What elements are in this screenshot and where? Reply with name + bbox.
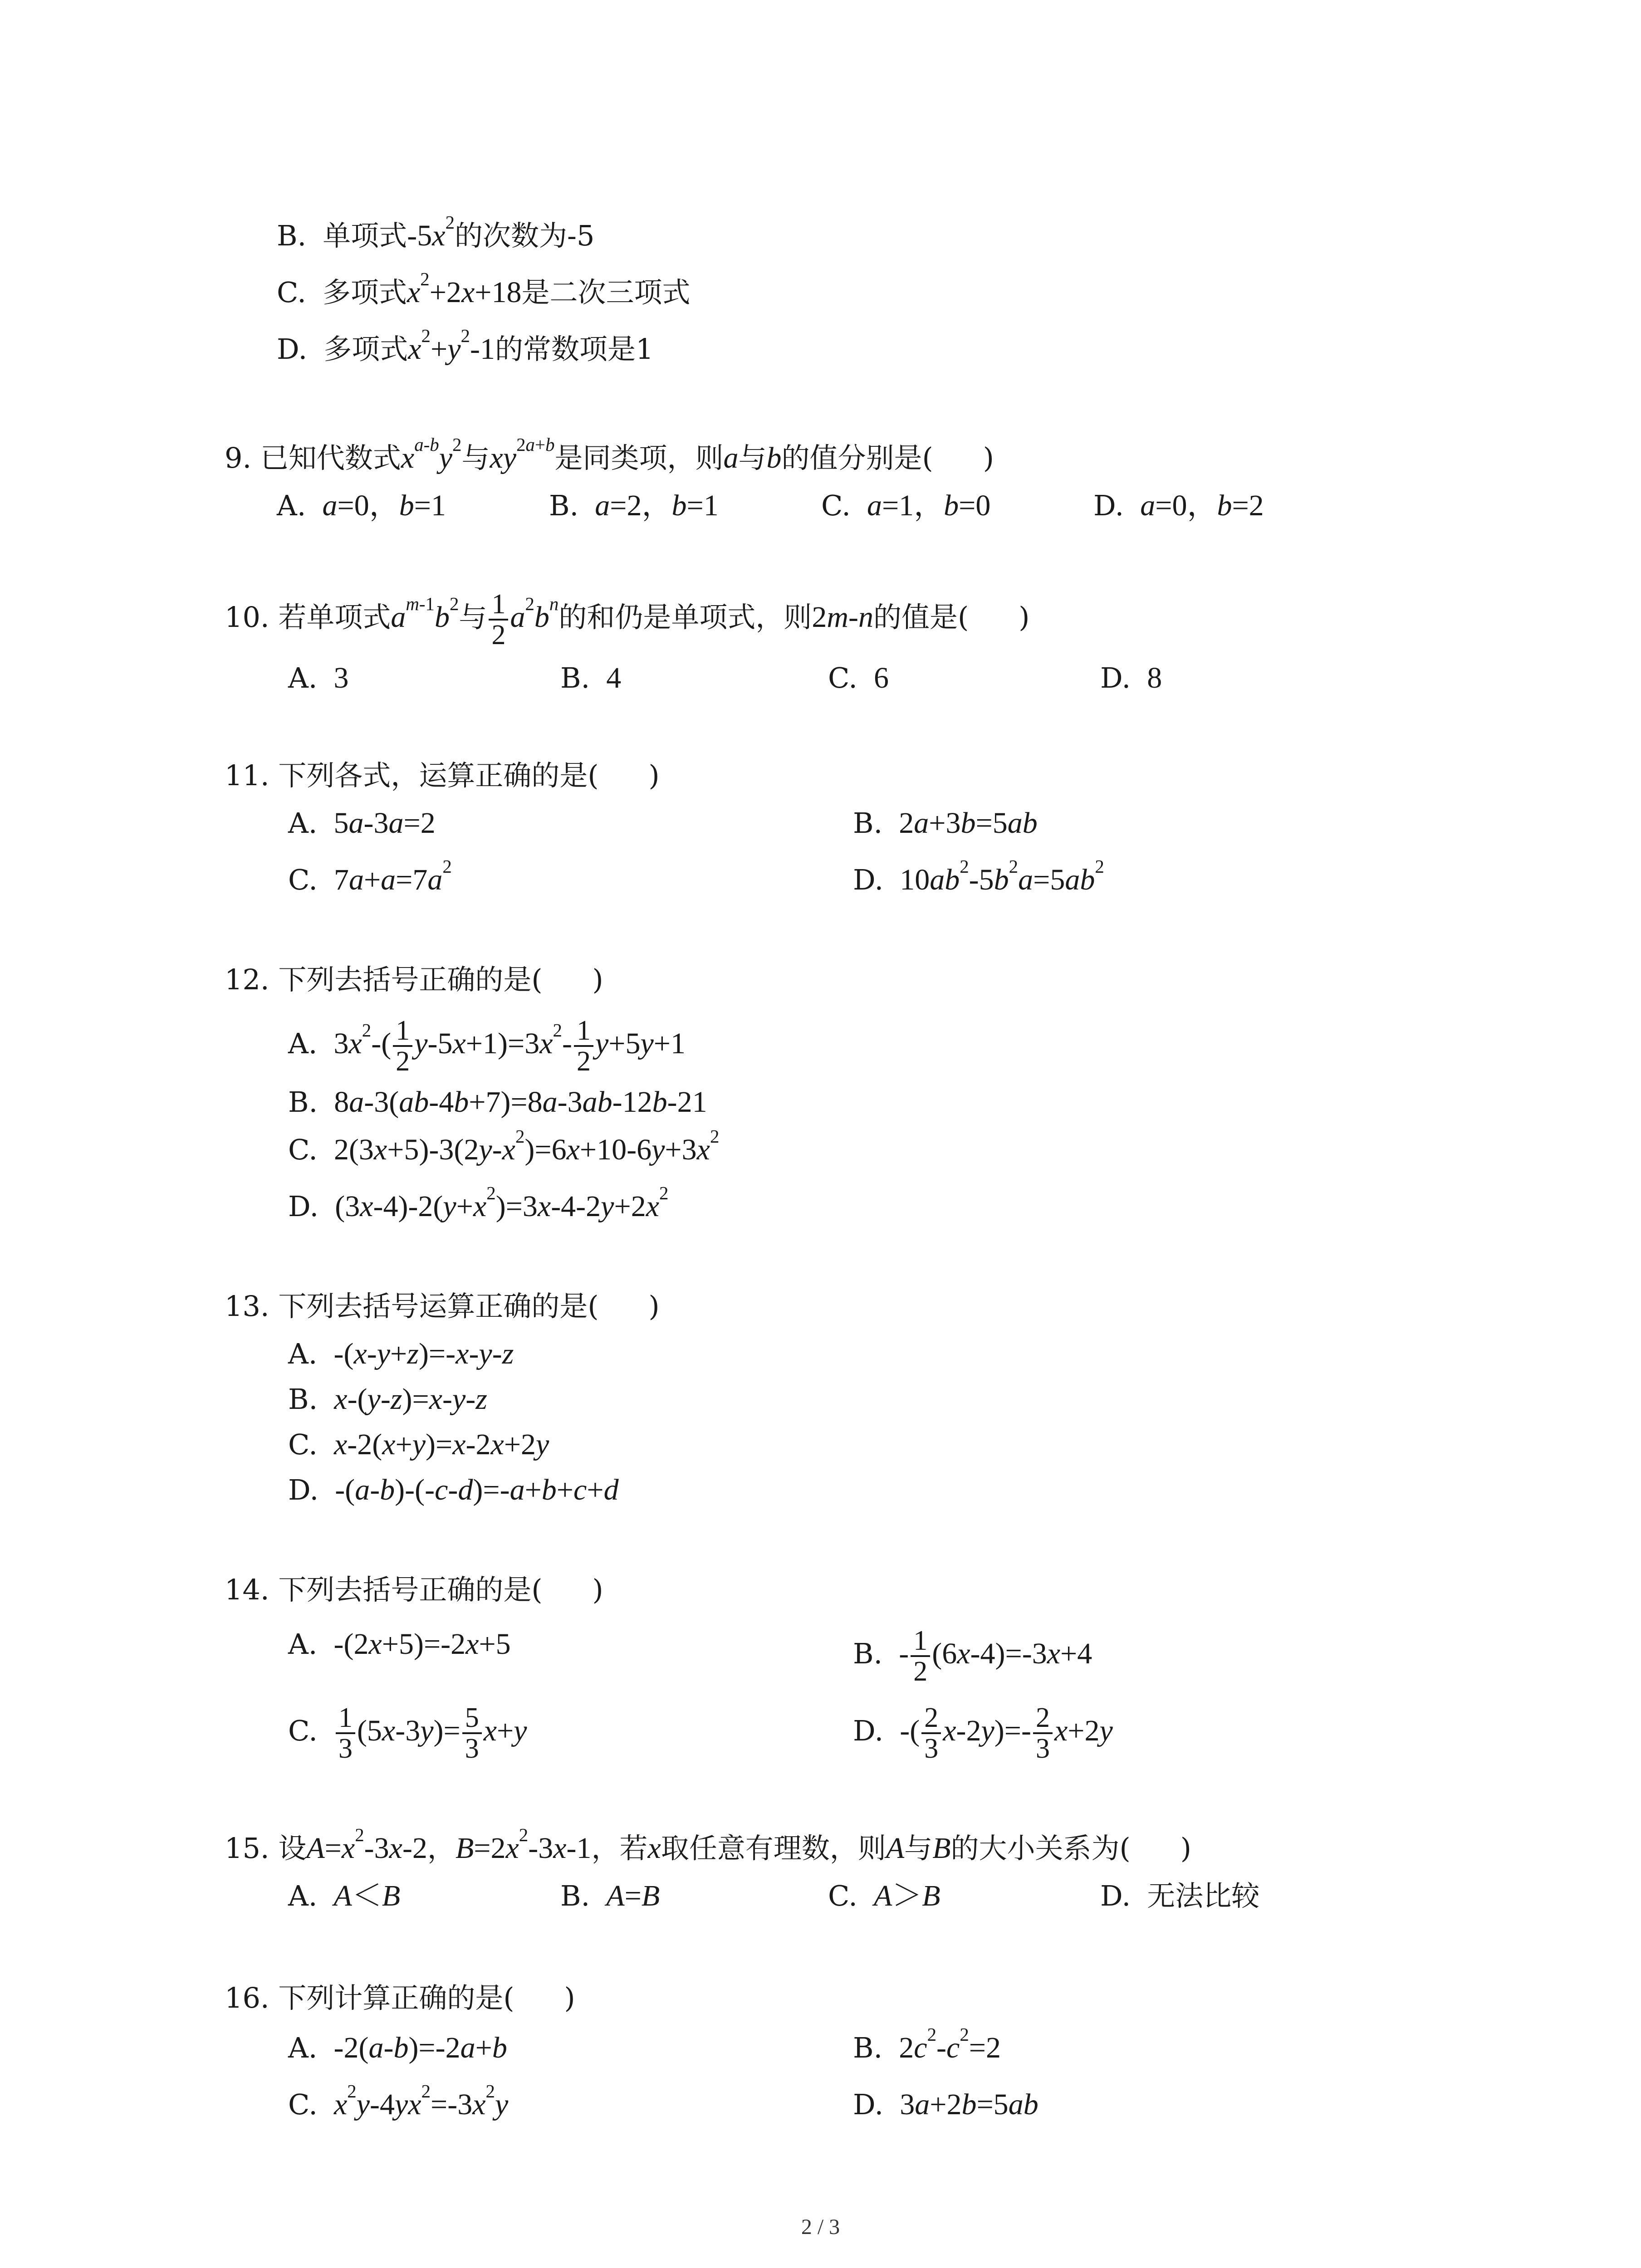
q13-option-d: D. -(a-b)-(-c-d)=-a+b+c+d (288, 1473, 619, 1506)
q12-stem: 12. 下列去括号正确的是( ) (225, 963, 603, 996)
fraction-five-thirds: $\frac{5}{3}$ (462, 1703, 482, 1763)
q16-option-c: C. $x^2y-4yx^2=-3x^2y$ (288, 2081, 509, 2121)
q12-option-a: A. $3x^2-$( $\frac{1}{2}$ $y-5x+1)=3x^2-$ $\frac{1}{2}$ y+5y+1 (288, 1015, 686, 1077)
q11-option-b: B. 2a+3b=5ab (853, 807, 1038, 840)
q16-stem: 16. 下列计算正确的是( ) (225, 1981, 575, 2014)
fraction-one-third: $\frac{1}{3}$ (336, 1703, 355, 1763)
q14-option-c: C. $\frac{1}{3}$ (5x-3y)= $\frac{5}{3}$ x+y (288, 1702, 527, 1764)
q14-option-d: D. -( $\frac{2}{3}$ x-2y)=- $\frac{2}{3}$ x+2y (853, 1702, 1113, 1764)
q10-option-c: C. 6 (828, 661, 889, 694)
q10-option-a: A. 3 (288, 661, 349, 694)
q14-option-a: A. -(2x+5)=-2x+5 (288, 1628, 511, 1661)
q12-option-b: B. 8a-3(ab-4b+7)=8a-3ab-12b-21 (288, 1085, 707, 1119)
fraction-two-thirds: $\frac{2}{3}$ (1033, 1703, 1053, 1763)
q13-stem: 13. 下列去括号运算正确的是( ) (225, 1290, 660, 1323)
q11-option-a: A. 5a-3a=2 (288, 807, 436, 840)
q8-option-c: C. 多项式$x^2+2x+18$是二次三项式 (277, 269, 691, 309)
q12-option-c: C. $2(3x+5)-3(2y-x^2)=6x+10-6y+3x^2$ (288, 1126, 720, 1166)
q8-option-b: B. 单项式$-5x^2$的次数为-5 (277, 212, 595, 252)
q16-option-a: A. -2(a-b)=-2a+b (288, 2031, 507, 2064)
fraction-one-half: $\frac{1}{2}$ (489, 590, 508, 650)
q9-stem: 9. 已知代数式$x^{a-b}y^2$与$xy^{2a+b}$是同类项，则a与b的值分别是( ) (225, 435, 994, 474)
q10-option-d: D. 8 (1100, 661, 1162, 694)
q11-option-c: C. $7a+a=7a^2$ (288, 856, 452, 896)
q15-stem: 15. 设$A=x^2-3x-2$，$B=2x^2-3x-1$，若x取任意有理数，则A与B的大小关系为( ) (225, 1825, 1191, 1865)
q12-option-d: D. $(3x-4)-2(y+x^2)=3x-4-2y+2x^2$ (288, 1183, 669, 1223)
fraction-one-half: $\frac{1}{2}$ (911, 1626, 930, 1686)
q14-stem: 14. 下列去括号正确的是( ) (225, 1573, 603, 1606)
q8-option-d: D. 多项式$x^2+y^2-1$的常数项是1 (277, 326, 654, 366)
q13-option-c: C. x-2(x+y)=x-2x+2y (288, 1428, 549, 1461)
q15-option-a: A. A＜B (288, 1879, 401, 1912)
q11-stem: 11. 下列各式，运算正确的是( ) (225, 759, 660, 792)
q16-option-b: B. $2c^2-c^2=2$ (853, 2024, 1001, 2064)
q15-option-d: D. 无法比较 (1100, 1879, 1260, 1912)
q9-option-a: A. a=0，b=1 (277, 489, 446, 522)
q15-option-b: B. A=B (560, 1879, 660, 1912)
q14-option-b: B. - $\frac{1}{2}$ (6x-4)=-3x+4 (853, 1625, 1092, 1687)
q9-option-b: B. a=2，b=1 (549, 489, 719, 522)
q10-stem: 10. 若单项式$a^{m-1}b^2$与 $\frac{1}{2}$ $a^2b^n$的和仍是单项式，则2m-n的值是( ) (225, 589, 1030, 650)
q13-option-a: A. -(x-y+z)=-x-y-z (288, 1337, 514, 1370)
fraction-one-half: $\frac{1}{2}$ (393, 1016, 412, 1076)
q9-option-d: D. a=0，b=2 (1093, 489, 1264, 522)
page-number: 2 / 3 (801, 2215, 840, 2239)
q15-option-c: C. A＞B (828, 1879, 941, 1912)
fraction-two-thirds: $\frac{2}{3}$ (921, 1703, 941, 1763)
q16-option-d: D. 3a+2b=5ab (853, 2088, 1038, 2121)
q9-option-c: C. a=1，b=0 (821, 489, 991, 522)
q10-option-b: B. 4 (560, 661, 622, 694)
q13-option-b: B. x-(y-z)=x-y-z (288, 1383, 487, 1416)
q11-option-d: D. $10ab^2-5b^2a=5ab^2$ (853, 856, 1104, 896)
fraction-one-half: $\frac{1}{2}$ (574, 1016, 593, 1076)
